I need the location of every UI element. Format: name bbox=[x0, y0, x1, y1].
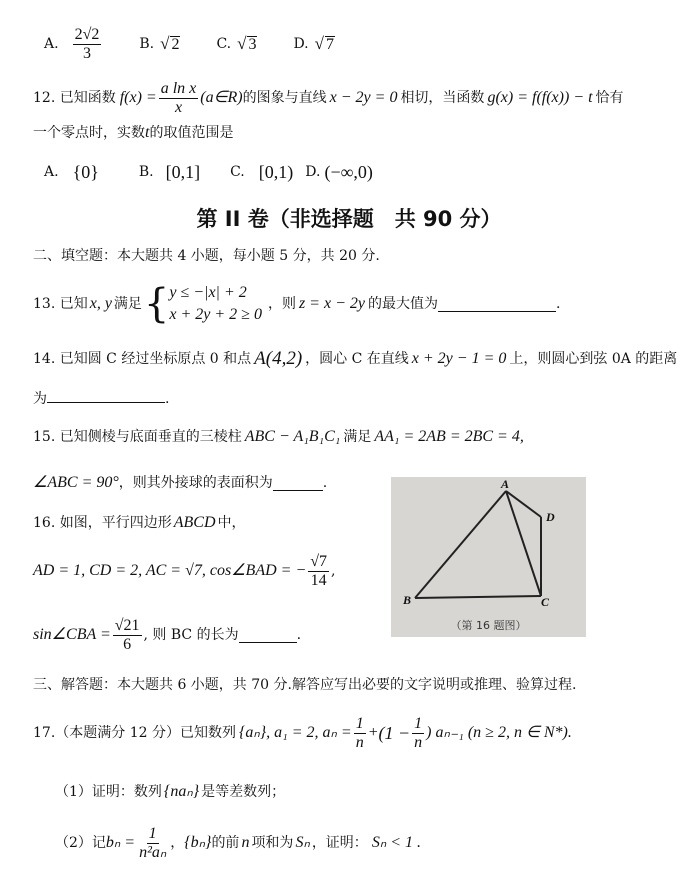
q13-brace: { bbox=[143, 281, 170, 327]
q16-cos-fraction: $\frac{√7}{14}$ bbox=[310, 552, 328, 589]
vertex-label-c: C bbox=[541, 595, 550, 609]
q17-stem: 17.（本题满分 12 分）已知数列 {aₙ}, a₁ = 2, aₙ = $\frac{1}{n}$ + (1 − $\frac{1}{n}$ ) aₙ₋₁ (n ≥ 2, n ∈ N*). bbox=[33, 714, 572, 751]
q12-option-a-value: {0} bbox=[72, 162, 99, 182]
q17-part2: （2）记 bₙ = $\frac{1}{\text{n²aₙ}}$ ， {bₙ} 的前 n 项和为 Sₙ ，证明： Sₙ < 1 . bbox=[55, 824, 421, 861]
q15-angle: ∠ABC = 90° bbox=[33, 474, 119, 491]
q11-option-c-label: C. bbox=[216, 36, 232, 52]
q12-options bbox=[44, 160, 373, 184]
q17-part1: （1）证明：数列 {naₙ} 是等差数列； bbox=[55, 783, 286, 800]
q16-line2: AD = 1, CD = 2, AC = √7, cos∠BAD = − $\frac{√7}{14}$ , bbox=[33, 552, 336, 589]
q16-sin-fraction: $\frac{√21}{6}$ bbox=[114, 616, 140, 653]
q16-figure bbox=[391, 477, 586, 637]
q14-answer-blank[interactable] bbox=[47, 388, 165, 403]
q12-domain: (a∈R) bbox=[200, 89, 243, 106]
q12-fraction: $\frac{\text{a ln x}}{x}$ bbox=[160, 79, 197, 116]
segment-ac bbox=[506, 491, 541, 596]
q17-part2-seq: {bₙ} bbox=[184, 834, 212, 851]
q17-bn-fraction: $\frac{1}{\text{n²aₙ}}$ bbox=[139, 824, 167, 861]
q13-system bbox=[169, 282, 262, 326]
q13-answer-blank[interactable] bbox=[438, 297, 556, 312]
q16-given: AD = 1, CD = 2, AC = √7, cos∠BAD = − bbox=[33, 562, 307, 579]
q12-number: 12. 已知函数 bbox=[33, 90, 116, 106]
q13-vars: x, y bbox=[89, 295, 112, 312]
q16-figure-caption: （第 16 题图） bbox=[450, 619, 527, 632]
q17-seq: {aₙ}, a₁ = 2, aₙ = bbox=[238, 724, 352, 741]
q16-line1: 16. 如图，平行四边形 ABCD 中， bbox=[33, 514, 246, 531]
segment-ba bbox=[415, 491, 506, 598]
q11-option-a-value: $\frac{2√2}{3}$ bbox=[74, 25, 100, 62]
q12-option-c-label: C. bbox=[230, 164, 245, 180]
q17-inequality: Sₙ < 1 . bbox=[371, 834, 421, 851]
q14-point: A(4,2) bbox=[254, 348, 303, 369]
q12-line1 bbox=[33, 76, 624, 120]
q13-ineq2: x + 2y + 2 ≥ 0 bbox=[169, 306, 262, 323]
q12-option-d-label: D. bbox=[305, 164, 321, 180]
q17-bn: bₙ = bbox=[105, 834, 136, 851]
q15-condition: AA₁ = 2AB = 2BC = 4, bbox=[374, 428, 524, 445]
q11-options: A. $\frac{2√2}{3}$ B. √ 2 C. √ 3 D. √ 7 bbox=[44, 25, 334, 62]
q12-text1: 的图象与直线 bbox=[242, 90, 327, 106]
q14-line2: 为 . bbox=[33, 388, 169, 408]
q12-t: t bbox=[145, 124, 150, 141]
q13: 13. 已知 x, y 满足 { y ≤ −|x| + 2 x + 2y + 2 ≥ 0 ，则 z = x − 2y 的最大值为 . bbox=[33, 281, 561, 327]
section2-subtitle: 二、填空题：本大题共 4 小题，每小题 5 分，共 20 分. bbox=[33, 248, 380, 264]
q11-option-d-value: 7 bbox=[325, 35, 334, 53]
q15-line2: ∠ABC = 90° ，则其外接球的表面积为 . bbox=[33, 474, 328, 491]
segment-bc bbox=[415, 596, 541, 598]
q15-answer-blank[interactable] bbox=[273, 476, 323, 491]
q11-option-a-label: A. bbox=[44, 36, 59, 52]
q14-line-eq: x + 2y − 1 = 0 bbox=[411, 350, 507, 367]
q11-option-b-value: 2 bbox=[171, 35, 180, 53]
q15-line1: 15. 已知侧棱与底面垂直的三棱柱 ABC − A₁B₁C₁ 满足 AA₁ = 2AB = 2BC = 4, bbox=[33, 428, 524, 445]
q15-prism: ABC − A₁B₁C₁ bbox=[244, 428, 341, 445]
q16-line3: sin∠CBA = $\frac{√21}{6}$ , 则 BC 的长为 . bbox=[33, 616, 302, 653]
q17-fraction2: $\frac{1}{n}$ bbox=[414, 714, 423, 751]
q13-ineq1: y ≤ −|x| + 2 bbox=[169, 284, 247, 301]
q12-gx: g(x) = f(f(x)) − t bbox=[487, 89, 593, 106]
section2-title: 第 II 卷（非选择题 共 90 分） bbox=[196, 207, 502, 231]
q14-line1: 14. 已知圆 C 经过坐标原点 0 和点 A(4,2) ，圆心 C 在直线 x + 2y − 1 = 0 上，则圆心到弦 0A 的距离 bbox=[33, 348, 678, 369]
q12-line2: 一个零点时，实数t的取值范围是 bbox=[33, 124, 234, 141]
q12-option-c-value: [0,1) bbox=[258, 162, 294, 182]
q11-option-c-value: 3 bbox=[248, 35, 257, 53]
vertex-label-a: A bbox=[501, 477, 510, 491]
q11-option-b-label: B. bbox=[139, 36, 155, 52]
q12-text3: 恰有 bbox=[595, 90, 624, 106]
q17-paren-open: (1 − bbox=[378, 723, 411, 743]
q12-fx: f(x) = bbox=[119, 89, 157, 106]
q12-option-a-label: A. bbox=[44, 164, 59, 180]
q16-sin: sin∠CBA = bbox=[33, 626, 111, 643]
q12-line-eq: x − 2y = 0 bbox=[329, 89, 398, 106]
q12-option-b-value: [0,1] bbox=[165, 162, 201, 182]
vertex-label-d: D bbox=[546, 510, 555, 524]
q12-option-d-value: (−∞,0) bbox=[324, 162, 373, 182]
q11-option-d-label: D. bbox=[293, 36, 309, 52]
q17-part1-seq: {naₙ} bbox=[163, 783, 200, 800]
q17-fraction1: $\frac{1}{n}$ bbox=[355, 714, 364, 751]
q13-z: z = x − 2y bbox=[298, 295, 365, 312]
q12-text2: 相切，当函数 bbox=[400, 90, 485, 106]
section3-subtitle: 三、解答题：本大题共 6 小题，共 70 分.解答应写出必要的文字说明或推理、验算过程. bbox=[33, 677, 577, 693]
q17-sn: Sₙ bbox=[295, 834, 310, 851]
q12-option-b-label: B. bbox=[138, 164, 154, 180]
q16-figure-drawing bbox=[391, 477, 586, 637]
q17-paren-close: ) aₙ₋₁ (n ≥ 2, n ∈ N*). bbox=[426, 724, 572, 741]
q16-answer-blank[interactable] bbox=[239, 628, 297, 643]
vertex-label-b: B bbox=[403, 593, 412, 607]
q16-name: ABCD bbox=[173, 514, 216, 531]
